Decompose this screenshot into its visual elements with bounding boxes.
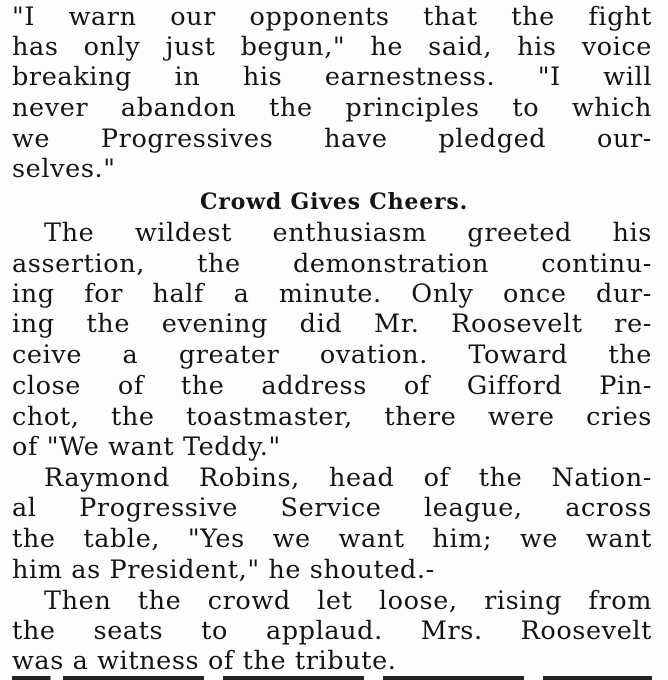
cropped-text-line: [12, 672, 652, 680]
text-line: of "We want Teddy.": [12, 432, 281, 462]
text-line: Raymond Robins, head of the Nation-: [44, 463, 652, 493]
text-line: breaking in his earnestness. "I will: [12, 62, 652, 92]
text-line: The wildest enthusiasm greeted his: [44, 218, 652, 248]
section-heading: Crowd Gives Cheers.: [199, 189, 469, 215]
text-line: we Progressives have pledged our-: [12, 124, 652, 154]
text-line: the table, "Yes we want him; we want: [12, 524, 652, 554]
text-line: selves.": [12, 154, 116, 184]
text-line: Then the crowd let loose, rising from: [44, 586, 652, 616]
text-line: close of the address of Gifford Pin-: [12, 371, 652, 401]
text-line: the seats to applaud. Mrs. Roosevelt: [12, 616, 652, 646]
text-line: was a witness of the tribute.: [12, 646, 397, 676]
text-line: has only just begun," he said, his voice: [12, 32, 652, 62]
text-line: never abandon the principles to which: [12, 93, 652, 123]
text-line: assertion, the demonstration continu-: [12, 249, 652, 279]
text-line: "I warn our opponents that the fight: [12, 2, 652, 32]
text-line: him as President," he shouted.-: [12, 555, 435, 585]
text-line: ceive a greater ovation. Toward the: [12, 340, 652, 370]
text-line: ing the evening did Mr. Roosevelt re-: [12, 309, 652, 339]
text-line: al Progressive Service league, across: [12, 493, 652, 523]
text-line: ing for half a minute. Only once dur-: [12, 279, 652, 309]
text-line: chot, the toastmaster, there were cries: [12, 402, 652, 432]
